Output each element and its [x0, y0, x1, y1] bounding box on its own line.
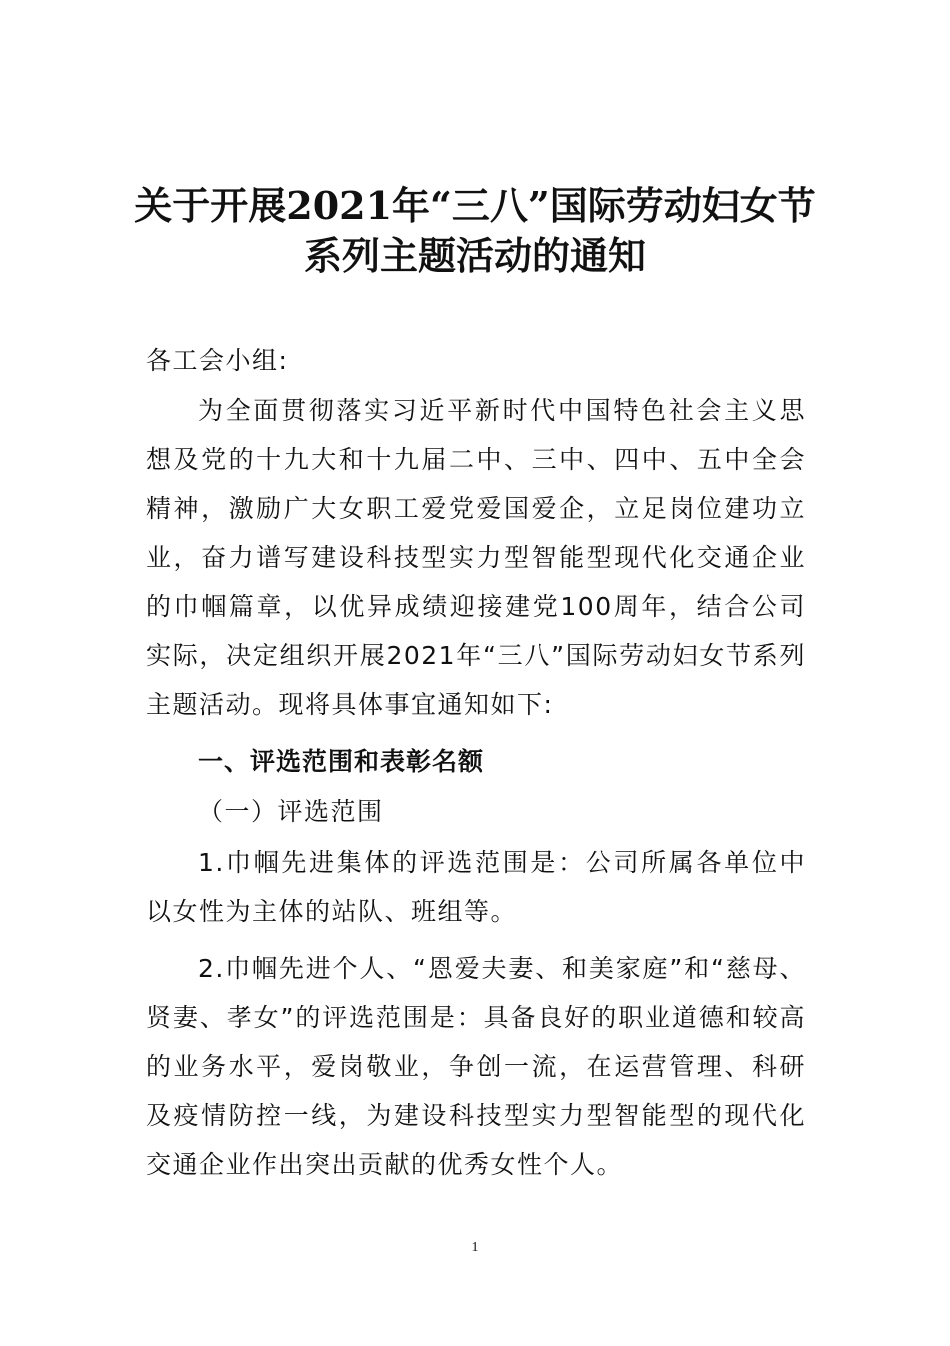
intro-paragraph: 为全面贯彻落实习近平新时代中国特色社会主义思想及党的十九大和十九届二中、三中、四中、五中全会精神，激励广大女职工爱党爱国爱企，立足岗位建功立业，奋力谱写建设科技型实力型智能型现代化交通企业的巾帼篇章，以优异成绩迎接建党100周年，结合公司实际，决定组织开展2021年“三八”国际劳动妇女节系列主题活动。现将具体事宜通知如下:	[146, 396, 806, 719]
document-title-line-1: 关于开展2021年“三八”国际劳动妇女节	[134, 183, 816, 228]
salutation: 各工会小组:	[146, 346, 289, 375]
document-title-line-2: 系列主题活动的通知	[303, 233, 646, 278]
page-number: 1	[471, 1240, 479, 1255]
section-heading: 一、评选范围和表彰名额	[198, 747, 485, 776]
subsection-heading: （一）评选范围	[198, 797, 384, 826]
list-item-2: 2.巾帼先进个人、“恩爱夫妻、和美家庭”和“慈母、贤妻、孝女”的评选范围是：具备良好的职业道德和较高的业务水平，爱岗敬业，争创一流，在运营管理、科研及疫情防控一线，为建设科技型实力型智能型的现代化交通企业作出突出贡献的优秀女性个人。	[146, 954, 806, 1179]
list-item-1: 1.巾帼先进集体的评选范围是：公司所属各单位中以女性为主体的站队、班组等。	[146, 848, 806, 926]
